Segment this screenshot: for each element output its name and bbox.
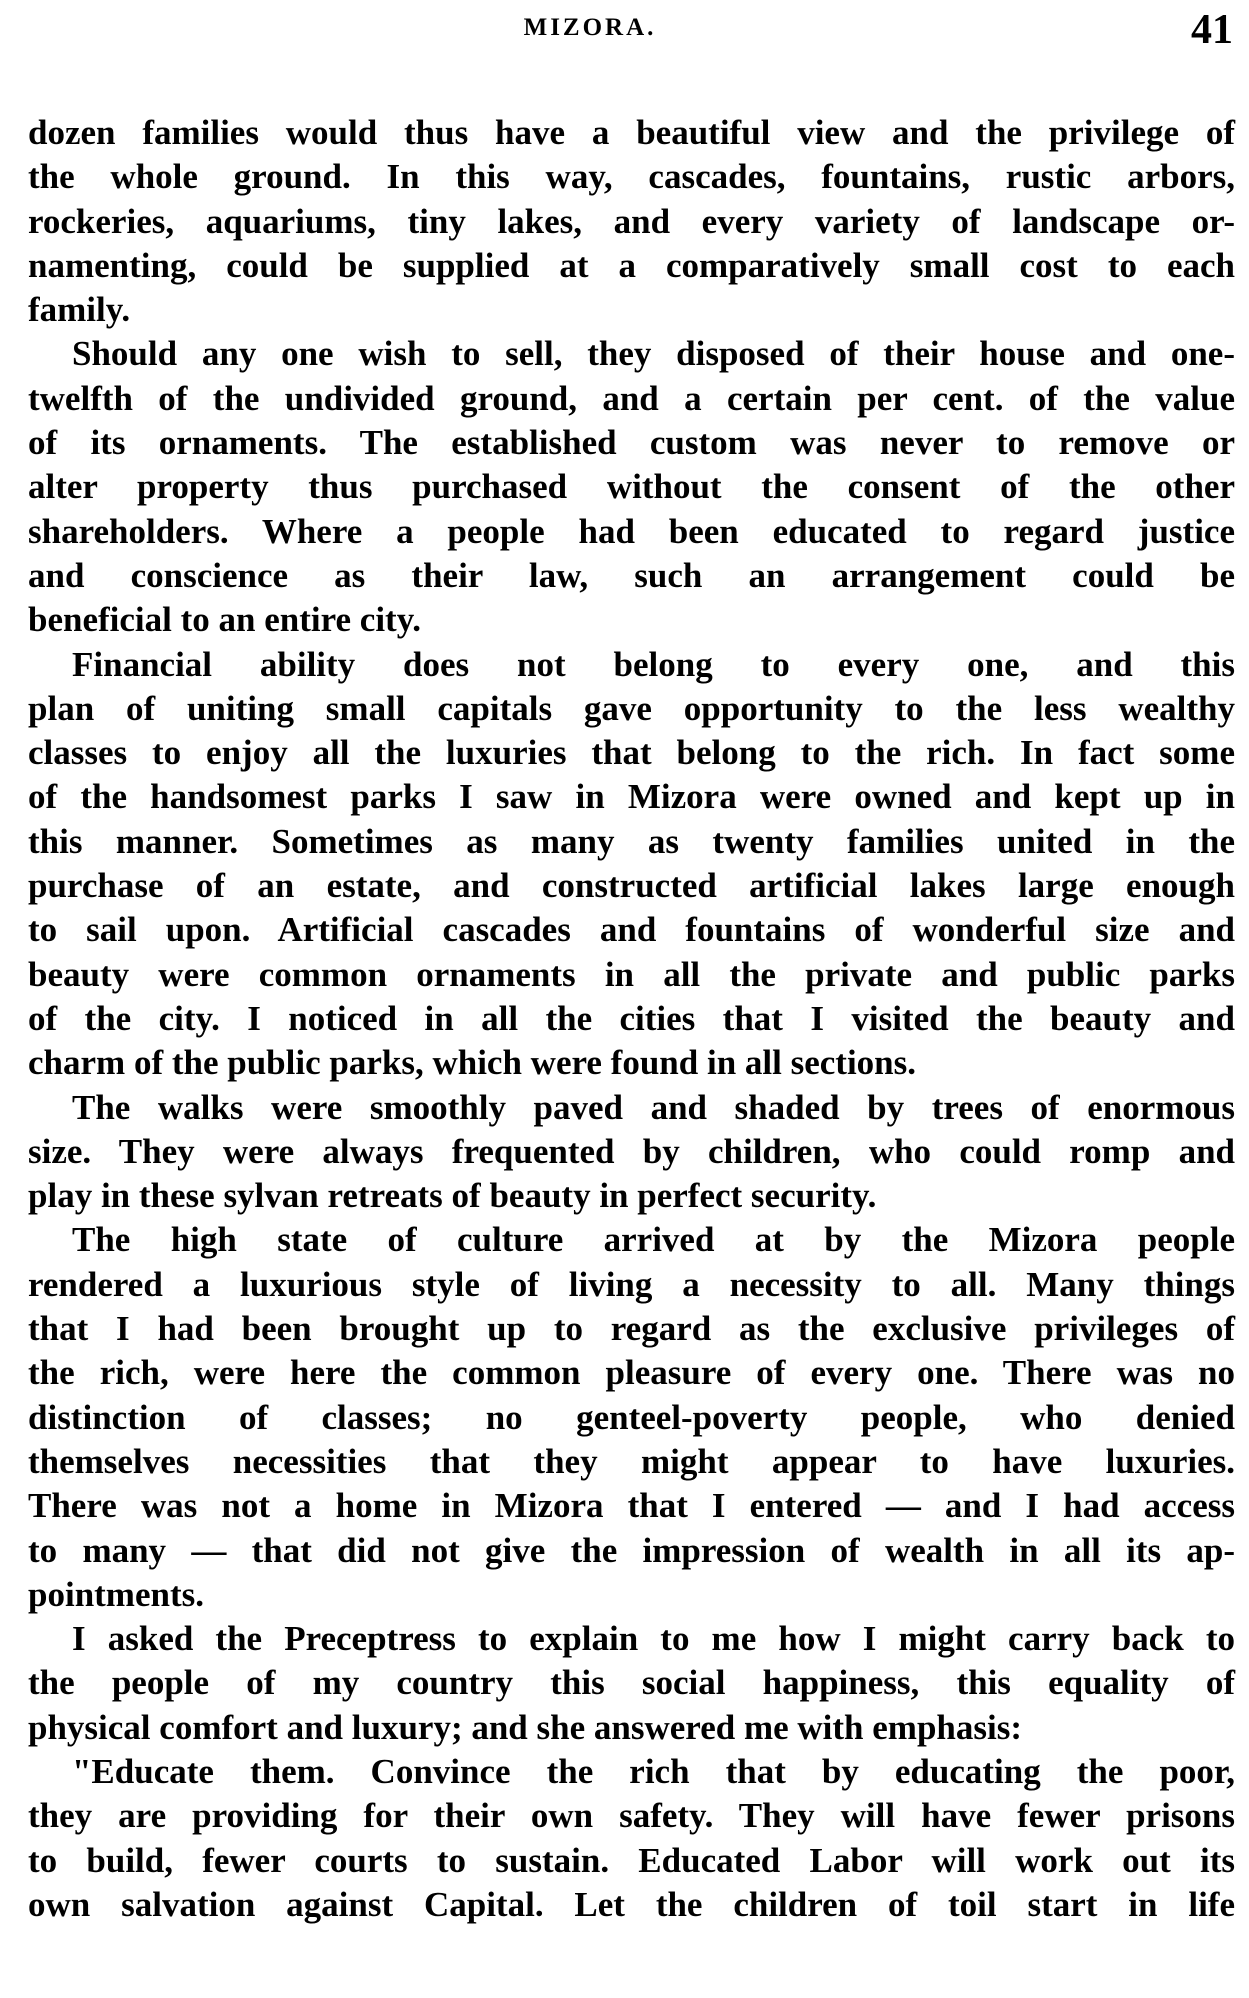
text-line: the rich, were here the common pleasure of every one. There was no <box>28 1353 1235 1393</box>
text-line: rockeries, aquariums, tiny lakes, and every variety of landscape or- <box>28 201 1235 241</box>
text-line: to many — that did not give the impression of wealth in all its ap- <box>28 1530 1235 1570</box>
running-head: MIZORA. <box>523 14 657 41</box>
text-line: purchase of an estate, and constructed artificial lakes large enough <box>28 866 1235 906</box>
text-line: this manner. Sometimes as many as twenty families united in the <box>28 821 1235 861</box>
text-line: alter property thus purchased without the consent of the other <box>28 467 1235 507</box>
text-line: beneficial to an entire city. <box>28 600 422 640</box>
text-line: beauty were common ornaments in all the private and public parks <box>28 954 1235 994</box>
text-line: plan of uniting small capitals gave opportunity to the less wealthy <box>28 688 1235 728</box>
text-line: twelfth of the undivided ground, and a certain per cent. of the value <box>28 378 1235 418</box>
text-line: to sail upon. Artificial cascades and fountains of wonderful size and <box>28 910 1235 950</box>
text-line: of the city. I noticed in all the cities that I visited the beauty and <box>28 998 1235 1038</box>
body-text <box>28 111 1235 1927</box>
text-line: and conscience as their law, such an arrangement could be <box>28 555 1235 595</box>
text-line: Should any one wish to sell, they disposed of their house and one- <box>72 334 1235 374</box>
text-line: charm of the public parks, which were found in all sections. <box>28 1043 917 1083</box>
paragraph <box>28 332 1235 642</box>
page-number: 41 <box>1191 7 1233 53</box>
text-line: rendered a luxurious style of living a necessity to all. Many things <box>28 1264 1235 1304</box>
text-line: of its ornaments. The established custom was never to remove or <box>28 423 1235 463</box>
text-line: of the handsomest parks I saw in Mizora were owned and kept up in <box>28 777 1235 817</box>
text-line: that I had been brought up to regard as the exclusive privileges of <box>28 1309 1235 1349</box>
text-line: pointments. <box>28 1574 204 1614</box>
paragraph <box>28 1617 1235 1750</box>
text-line: family. <box>28 290 131 330</box>
text-line: physical comfort and luxury; and she answered me with emphasis: <box>28 1707 1022 1747</box>
text-line: I asked the Preceptress to explain to me how I might carry back to <box>72 1619 1235 1659</box>
text-line: size. They were always frequented by children, who could romp and <box>28 1131 1235 1171</box>
text-line: they are providing for their own safety. They will have fewer prisons <box>28 1796 1235 1836</box>
text-line: The walks were smoothly paved and shaded by trees of enormous <box>72 1087 1235 1127</box>
text-line: "Educate them. Convince the rich that by educating the poor, <box>72 1751 1235 1791</box>
paragraph <box>28 1086 1235 1219</box>
paragraph <box>28 1750 1235 1927</box>
paragraph <box>28 111 1235 332</box>
text-line: themselves necessities that they might appear to have luxuries. <box>28 1441 1235 1481</box>
text-line: There was not a home in Mizora that I entered — and I had access <box>28 1486 1235 1526</box>
text-line: Financial ability does not belong to every one, and this <box>72 644 1235 684</box>
text-line: shareholders. Where a people had been educated to regard justice <box>28 511 1235 551</box>
text-line: The high state of culture arrived at by the Mizora people <box>72 1220 1235 1260</box>
text-line: play in these sylvan retreats of beauty in perfect security. <box>28 1176 877 1216</box>
text-line: the whole ground. In this way, cascades, fountains, rustic arbors, <box>28 157 1235 197</box>
paragraph <box>28 1218 1235 1617</box>
text-line: to build, fewer courts to sustain. Educated Labor will work out its <box>28 1840 1235 1880</box>
text-line: the people of my country this social happiness, this equality of <box>28 1663 1235 1703</box>
paragraph <box>28 643 1235 1086</box>
text-line: own salvation against Capital. Let the children of toil start in life <box>28 1884 1235 1924</box>
text-line: classes to enjoy all the luxuries that belong to the rich. In fact some <box>28 733 1235 773</box>
text-line: dozen families would thus have a beautiful view and the privilege of <box>28 113 1235 152</box>
text-line: distinction of classes; no genteel-poverty people, who denied <box>28 1397 1235 1437</box>
text-line: namenting, could be supplied at a comparatively small cost to each <box>28 245 1235 285</box>
